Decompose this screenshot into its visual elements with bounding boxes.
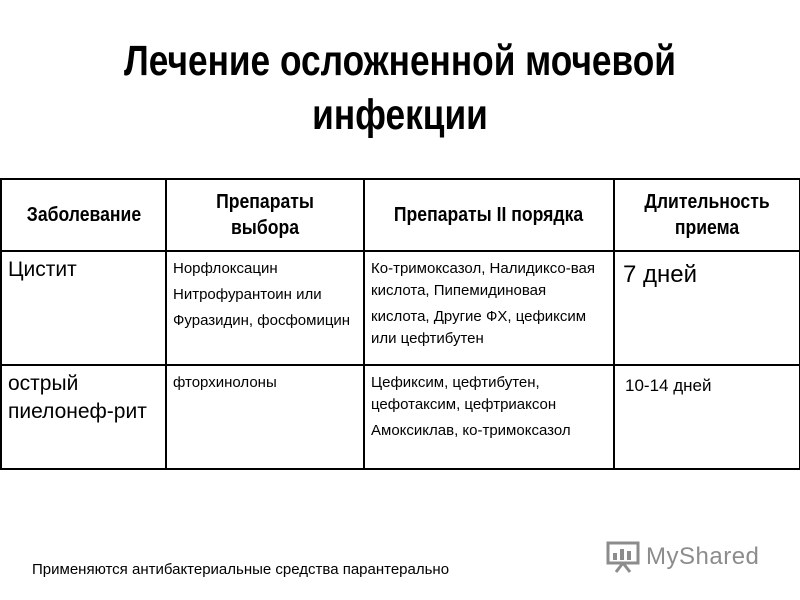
second-line-cell: Ко-тримоксазол, Налидиксо-вая кислота, Пипемидиновая кислота, Другие ФХ, цефиксим или цефтибутен — [364, 251, 614, 365]
table-row — [1, 365, 800, 469]
watermark — [606, 537, 759, 577]
presentation-board-icon — [606, 540, 640, 574]
column-header: Препараты выбора — [166, 179, 364, 251]
first-line-cell: Норфлоксацин Нитрофурантоин или Фуразидин, фосфомицин — [166, 251, 364, 365]
watermark-text: MyShared — [646, 543, 760, 570]
duration-cell: 7 дней — [614, 251, 800, 365]
second-line-cell: Цефиксим, цефтибутен, цефотаксим, цефтриаксон Амоксиклав, ко-тримоксазол — [364, 365, 614, 469]
column-header: Препараты II порядка — [364, 179, 614, 251]
table-row — [1, 251, 800, 365]
footer-note: Применяются антибактериальные средства парантерально — [32, 561, 450, 578]
column-header: Заболевание — [1, 179, 166, 251]
treatment-table — [0, 178, 800, 470]
first-line-cell: фторхинолоны — [166, 365, 364, 469]
disease-cell: острый пиелонеф-рит — [1, 365, 166, 469]
duration-cell: 10-14 дней — [614, 365, 800, 469]
disease-cell: Цистит — [1, 251, 166, 365]
page-title: Лечение осложненной мочевой инфекции — [124, 37, 676, 139]
table-header-row — [1, 179, 800, 251]
column-header: Длительность приема — [614, 179, 800, 251]
